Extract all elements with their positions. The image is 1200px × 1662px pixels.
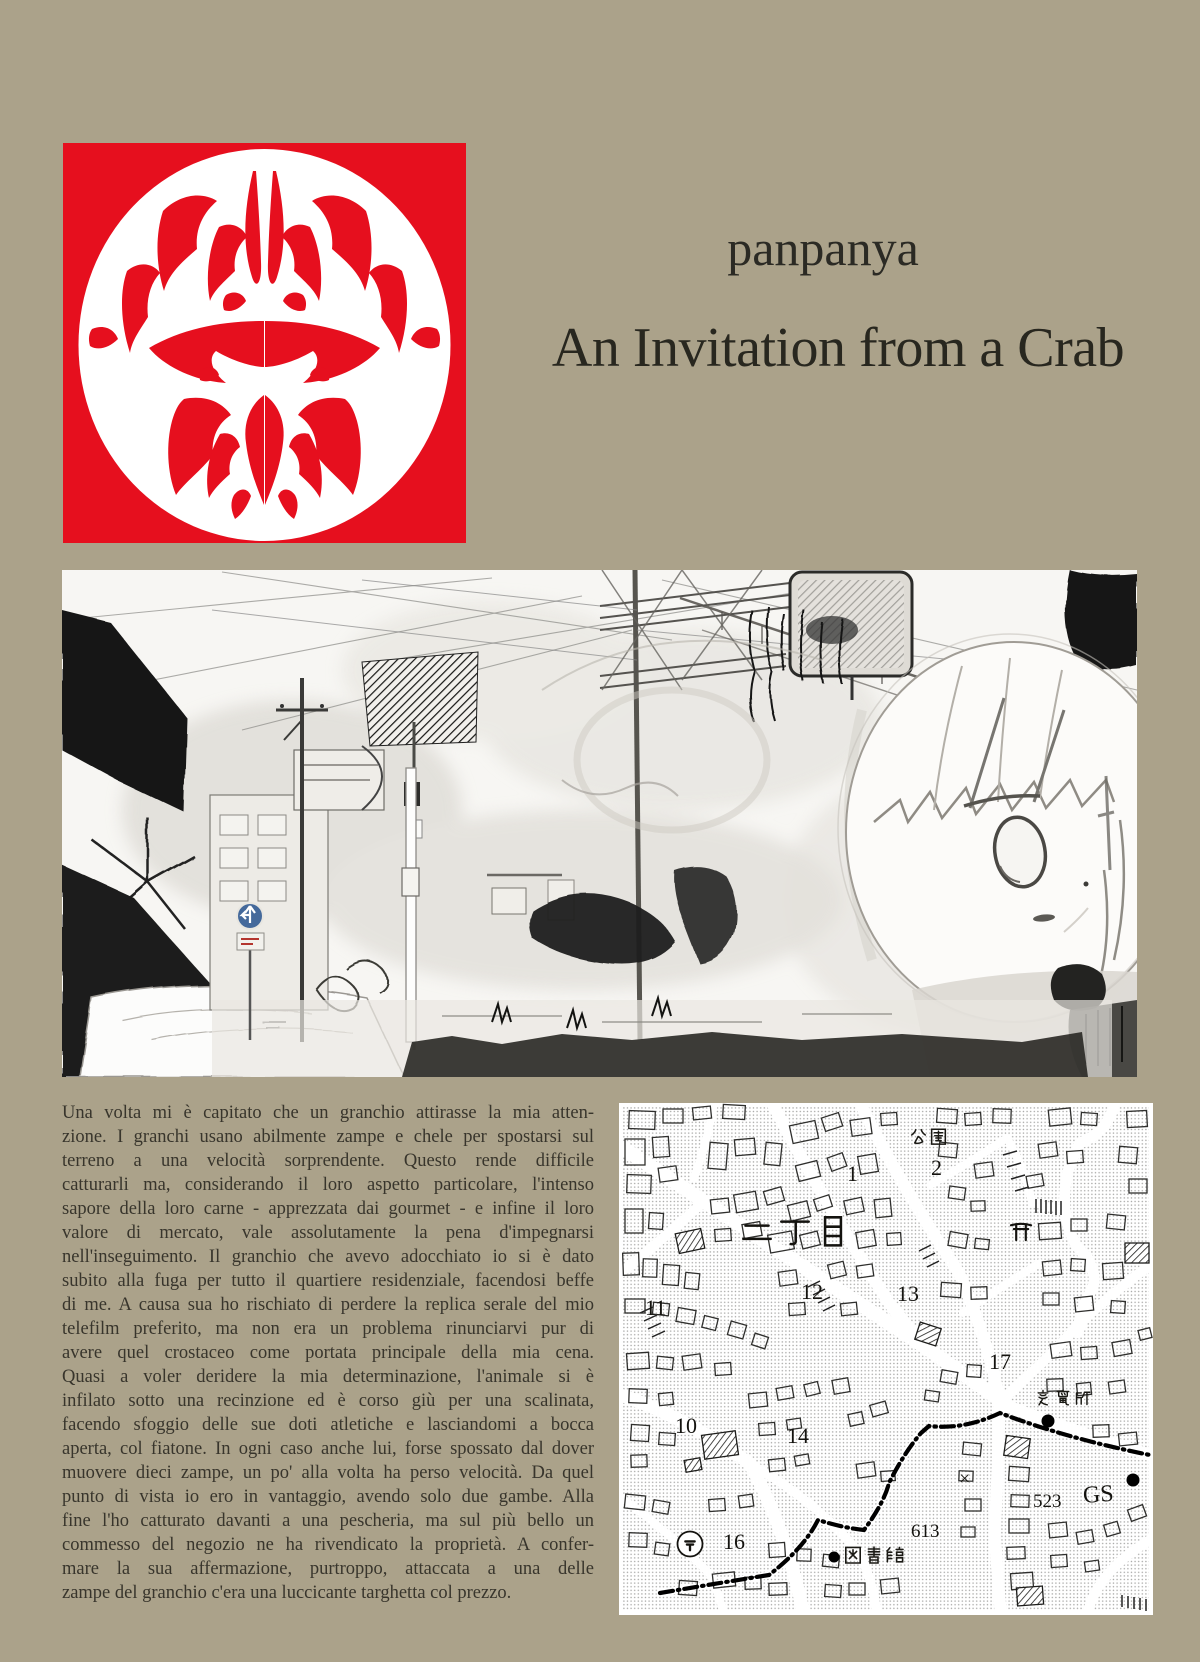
lot-label: 11: [645, 1295, 667, 1320]
lot-label: 1: [847, 1161, 858, 1186]
lot-label: 13: [897, 1281, 919, 1306]
lot-label: 2: [931, 1155, 942, 1180]
story-line: sapore della loro carne - apprezzata dai gourmet - e infine il loro: [62, 1199, 594, 1219]
crab-inkblot-emblem-icon: [63, 143, 466, 543]
story-line: zampe del granchio c'era una luccicante targhetta col prezzo.: [62, 1583, 512, 1603]
book-title: An Invitation from a Crab: [551, 317, 1125, 379]
story-line: avere quel crostaceo come portata principale della mia cena.: [62, 1343, 594, 1363]
story-line: infilato sotto una recinzione ed è corso giù per una scalinata,: [62, 1391, 594, 1411]
block-number: 523: [1033, 1491, 1062, 1512]
ground: [212, 998, 1112, 1077]
lot-label: 14: [787, 1423, 809, 1448]
story-line: subito alla fuga per tutto il quartiere residenziale, facendosi beffe: [62, 1271, 594, 1291]
story-line: commesso del negozio ne ha rivendicato la proprietà. A confer-: [62, 1535, 594, 1555]
story-line: valore di mercato, vale assolutamente la pena d'impegnarsi: [62, 1223, 594, 1243]
library-dot: [829, 1552, 840, 1563]
block-number: 613: [911, 1521, 940, 1542]
story-line: muovere dieci zampe, un po' alla volta ha perso velocità. Da quel: [62, 1463, 594, 1483]
story-line: aperta, col fiatone. In ogni caso anche lui, forse spossato dal dover: [62, 1439, 594, 1459]
city-map-illustration: [619, 1103, 1153, 1615]
story-line: fine l'ho catturato davanti a una pescheria, ma sul più bello un: [62, 1511, 594, 1531]
story-line: nell'inseguimento. Il granchio che avevo adocchiato io si è dato: [62, 1247, 594, 1267]
story-line: di me. A causa sua ho rischiato di perdere la replica serale del mio: [62, 1295, 594, 1315]
author-name: panpanya: [727, 220, 919, 276]
story-line: facendo sfoggio delle sue doti atletiche e lasciandomi a bocca: [62, 1415, 594, 1435]
street-sketch-illustration: [62, 570, 1137, 1077]
publisher-emblem: [63, 143, 466, 543]
story-line: mare la sua affermazione, purtroppo, attaccata a una delle: [62, 1559, 594, 1579]
hatched-awning: [362, 652, 478, 746]
post-office-icon: [678, 1532, 703, 1557]
story-line: Quasi a voler deridere la mia determinazione, l'animale si è: [62, 1367, 594, 1387]
lot-label: 16: [723, 1529, 745, 1554]
story-line: punto di vista io ero in vantaggio, avendo solo due gambe. Alla: [62, 1487, 594, 1507]
story-line: zione. I granchi usano abilmente zampe e chele per spostarsi sul: [62, 1127, 594, 1147]
lot-label: 10: [675, 1413, 697, 1438]
story-line: terreno a una velocità sorprendente. Questo rende difficile: [62, 1151, 594, 1171]
story-line: telefilm preferito, ma non era un problema rinunciarvi pur di: [62, 1319, 594, 1339]
substation-dot: [1042, 1415, 1055, 1428]
story-line: Una volta mi è capitato che un granchio attirasse la mia atten-: [62, 1103, 594, 1123]
lot-label: 12: [801, 1279, 823, 1304]
gas-station-label: GS: [1082, 1480, 1115, 1509]
story-line: catturarli ma, considerando il loro aspetto particolare, l'intenso: [62, 1175, 594, 1195]
lot-label: 17: [989, 1349, 1011, 1374]
gs-dot: [1127, 1474, 1140, 1487]
story-paragraph: [62, 1101, 594, 1605]
cross-mark: ×: [959, 1468, 971, 1490]
